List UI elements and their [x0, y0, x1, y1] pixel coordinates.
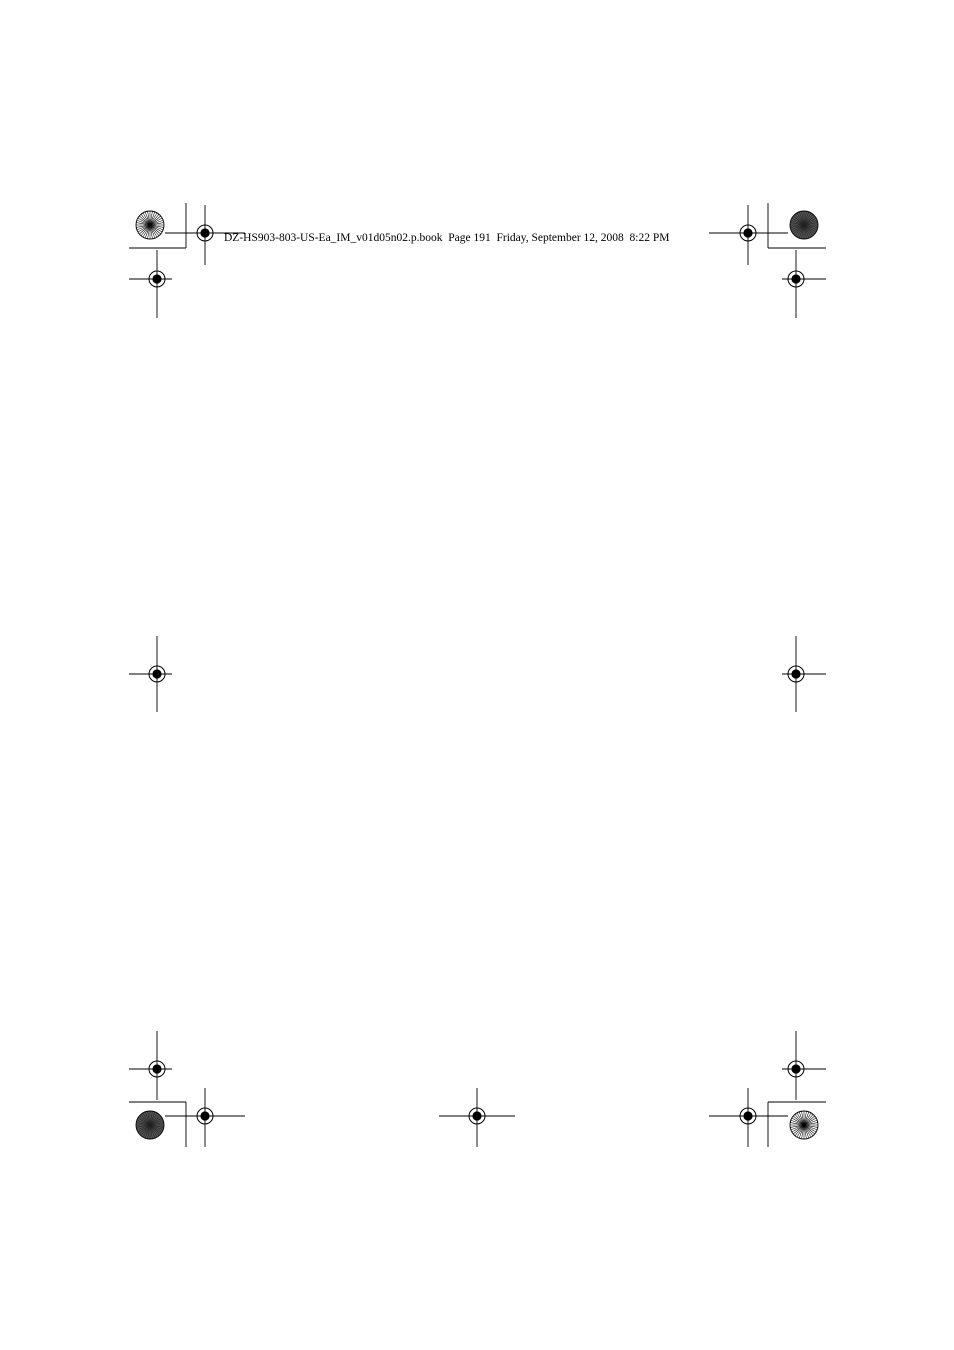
starburst-color-bars [136, 211, 818, 1139]
crop-marks [129, 203, 826, 1147]
registration-mark-icon [439, 1088, 515, 1147]
registration-mark-icon [782, 636, 826, 712]
registration-mark-icon [129, 250, 172, 318]
registration-mark-icon [165, 1088, 245, 1147]
starburst-dark-icon [136, 1111, 164, 1139]
slug-line: DZ-HS903-803-US-Ea_IM_v01d05n02.p.book Page 191 Friday, September 12, 2008 8:22 PM [224, 232, 670, 244]
registration-mark-icon [129, 1031, 172, 1100]
registration-mark-icon [709, 1088, 788, 1147]
registration-mark-icon [129, 636, 172, 712]
starburst-light-icon [790, 1111, 818, 1139]
registration-marks [129, 205, 826, 1147]
starburst-light-icon [136, 211, 164, 239]
registration-mark-icon [709, 205, 788, 265]
registration-mark-icon [782, 250, 826, 318]
starburst-dark-icon [790, 211, 818, 239]
registration-mark-icon [782, 1031, 826, 1100]
